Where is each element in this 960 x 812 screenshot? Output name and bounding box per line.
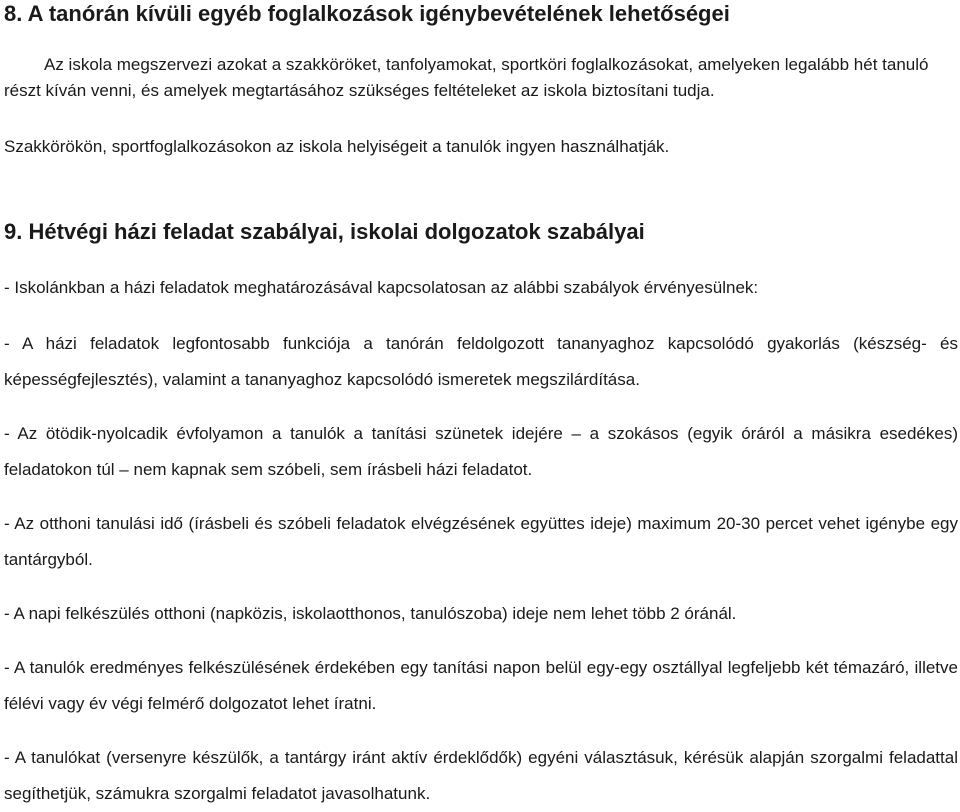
section-8-heading: 8. A tanórán kívüli egyéb foglalkozások igénybevételének lehetőségei (4, 1, 730, 26)
section-8-paragraph-2: Szakkörökön, sportfoglalkozásokon az iskola helyiségeit a tanulók ingyen használhatják. (4, 137, 670, 156)
homework-rule-purpose: - A házi feladatok legfontosabb funkciója a tanórán feldolgozott tananyaghoz kapcsolódó gyakorlás (készség- és képességfejlesztés), valamint a tananyaghoz kapcsolódó ismeretek megszilárdítása. (4, 334, 958, 389)
homework-rule-daily-prep: - A napi felkészülés otthoni (napközis, iskolaotthonos, tanulószoba) ideje nem lehet több 2 óránál. (4, 604, 737, 623)
homework-rule-holidays: - Az ötödik-nyolcadik évfolyamon a tanulók a tanítási szünetek idejére – a szokásos (egyik óráról a másikra esedékes) feladatokon túl – nem kapnak sem szóbeli, sem írásbeli házi feladatot. (4, 424, 958, 479)
homework-rule-study-time: - Az otthoni tanulási idő (írásbeli és szóbeli feladatok elvégzésének együttes ideje) maximum 20-30 percet vehet igénybe egy tantárgyból. (4, 514, 958, 569)
homework-rule-tests: - A tanulók eredményes felkészülésének érdekében egy tanítási napon belül egy-egy osztállyal legfeljebb két témazáró, illetve félévi vagy év végi felmérő dolgozatot lehet íratni. (4, 658, 958, 713)
homework-rule-extra-tasks: - A tanulókat (versenyre készülők, a tantárgy iránt aktív érdeklődők) egyéni választásuk, kérésük alapján szorgalmi feladattal segíthetjük, számukra szorgalmi feladatot javasolhatunk. (4, 748, 958, 803)
section-9-intro: - Iskolánkban a házi feladatok meghatározásával kapcsolatosan az alábbi szabályok érvényesülnek: (4, 278, 759, 297)
section-8-paragraph-1: Az iskola megszervezi azokat a szakköröket, tanfolyamokat, sportköri foglalkozásokat, amelyeken legalább hét tanuló részt kíván venni, és amelyek megtartásához szükséges feltételeket az iskola biztosítani tudja. (4, 55, 929, 100)
section-9-heading: 9. Hétvégi házi feladat szabályai, iskolai dolgozatok szabályai (4, 219, 645, 244)
